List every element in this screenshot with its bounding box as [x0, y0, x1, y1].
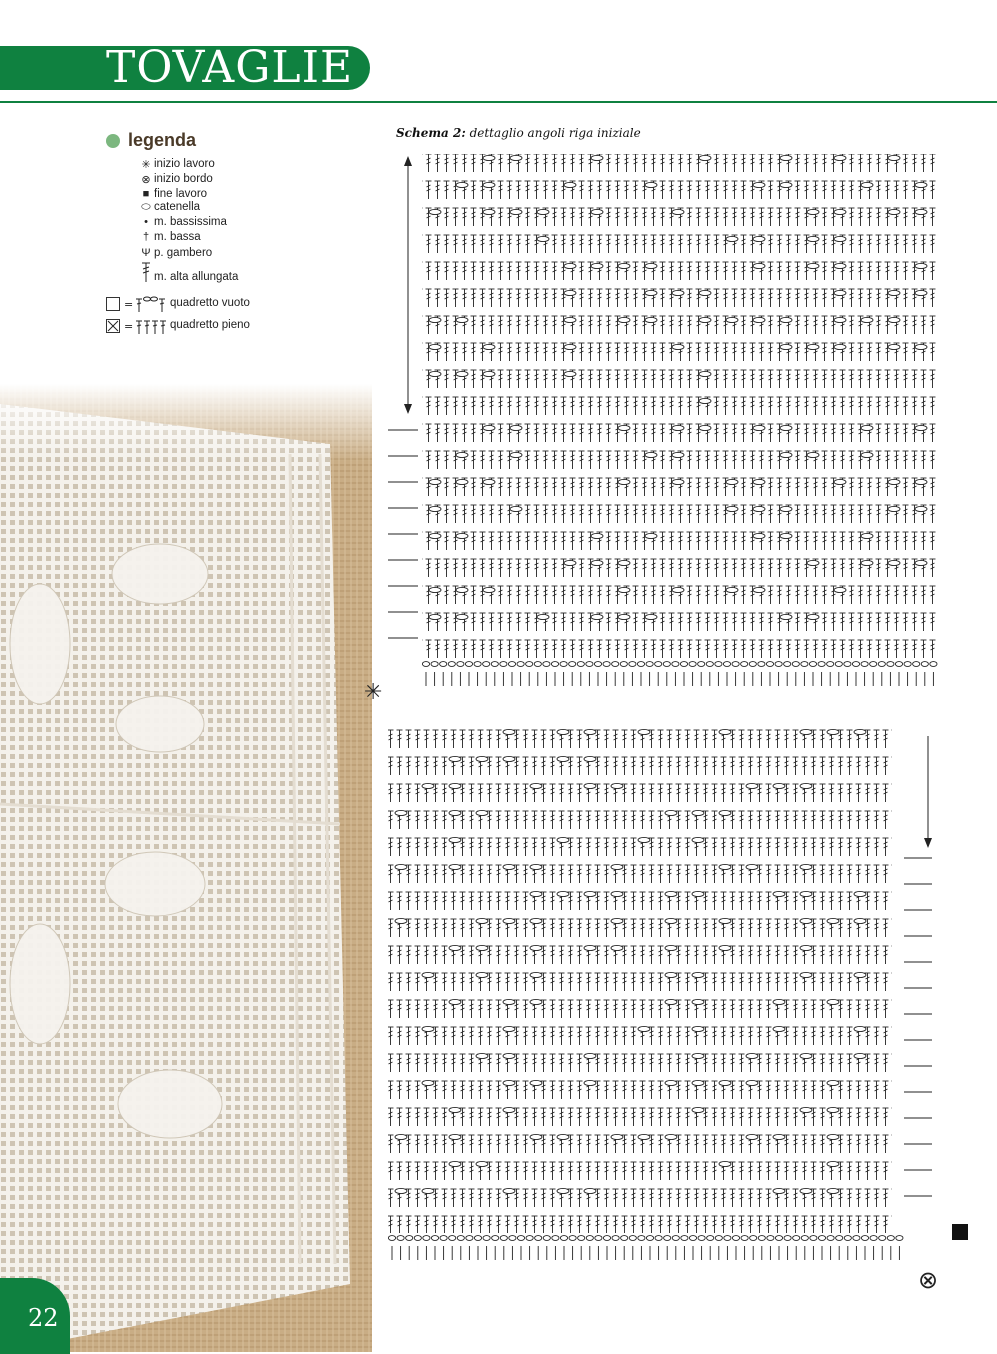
black-square-icon: ■	[142, 188, 150, 200]
legend-item-m-bassissima: • m. bassissima	[154, 216, 227, 228]
legend-item-inizio-lavoro: ✳ inizio lavoro	[141, 158, 215, 171]
single-crochet-icon: †	[142, 231, 150, 243]
asterisk-icon: ✳	[141, 159, 151, 171]
empty-square-stitch-icon	[136, 296, 166, 312]
circled-x-icon: ⊗	[141, 174, 151, 186]
legend	[106, 130, 376, 340]
crab-stitch-icon: Ψ	[141, 247, 151, 259]
legend-item-fine-lavoro: ■ fine lavoro	[154, 188, 207, 200]
header-divider	[0, 101, 997, 103]
tablecloth-photo	[0, 384, 372, 1352]
filled-square-icon	[106, 319, 120, 333]
legend-square-empty-label: quadretto vuoto	[170, 297, 250, 309]
schema-title: Schema 2: dettaglio angoli riga iniziale	[396, 126, 641, 140]
filled-square-stitch-icon	[136, 318, 166, 334]
legend-square-filled: = quadretto pieno	[106, 318, 376, 336]
page-title: TOVAGLIE	[106, 42, 354, 93]
legend-bullet-icon	[106, 134, 120, 148]
legend-item-m-alta-allungata: m. alta allungata	[154, 271, 238, 283]
legend-square-empty: = quadretto vuoto	[106, 296, 376, 314]
empty-square-icon	[106, 297, 120, 311]
legend-item-catenella: ⬭ catenella	[141, 201, 201, 213]
end-square-icon	[952, 1224, 968, 1240]
legend-title: legenda	[128, 130, 197, 150]
dot-icon: •	[144, 216, 148, 228]
page-number: 22	[28, 1304, 59, 1332]
border-start-circled-x-icon: ⊗	[918, 1266, 939, 1294]
legend-item-m-bassa: † m. bassa	[154, 231, 201, 243]
crochet-chart-bottom	[386, 726, 946, 1286]
legend-item-p-gambero: Ψ p. gambero	[141, 247, 213, 259]
legend-item-inizio-bordo: ⊗ inizio bordo	[141, 173, 213, 186]
crochet-chart-top	[388, 150, 948, 710]
chain-oval-icon: ⬭	[141, 201, 151, 213]
legend-square-filled-label: quadretto pieno	[170, 319, 250, 331]
start-asterisk-icon: ✳	[364, 680, 383, 705]
